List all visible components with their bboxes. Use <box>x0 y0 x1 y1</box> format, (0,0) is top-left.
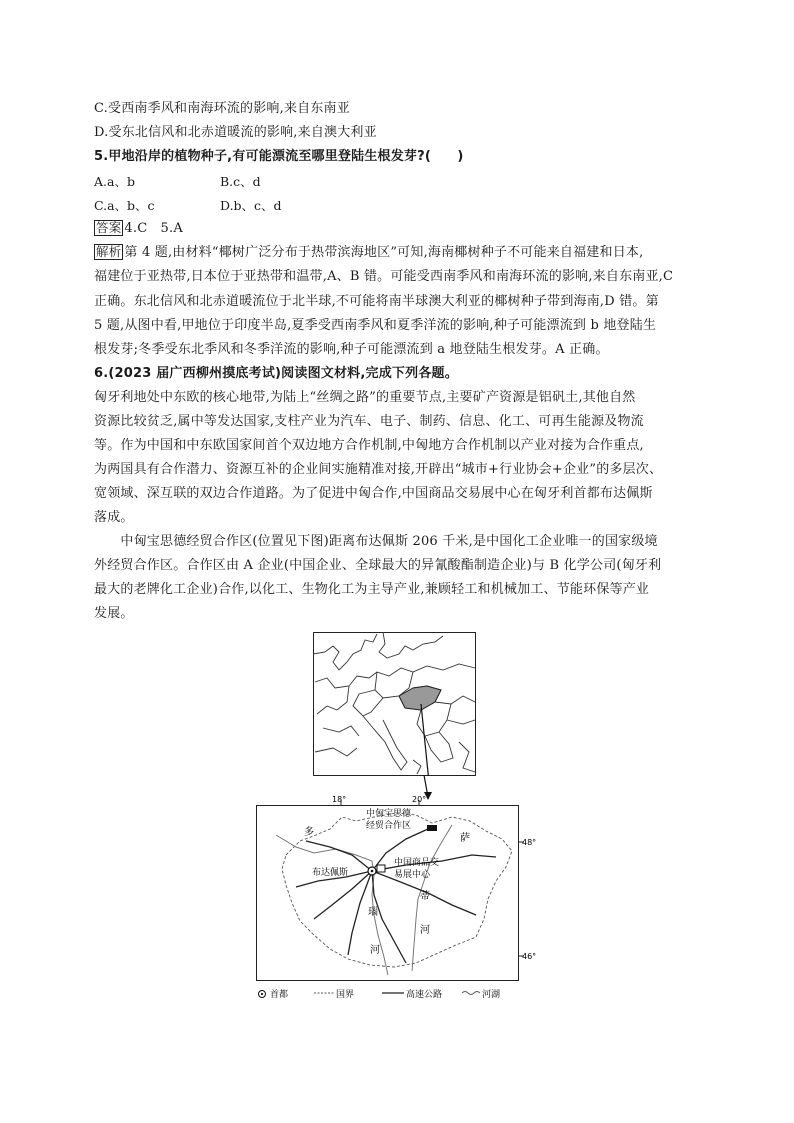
river-label-ti: 蒂 <box>420 891 430 902</box>
q6-para1-line-1: 匈牙利地处中东欧的核心地带,为陆上“丝绸之路”的重要节点,主要矿产资源是铝矾土,其他自然 <box>94 390 636 405</box>
q6-para2-line-3: 最大的老牌化工企业)合作,以化工、生物化工为主导产业,兼顾轻工和机械加工、节能环保等产业 <box>94 582 650 597</box>
q6-para1-line-6: 落成。 <box>94 510 134 525</box>
q6-para1-line-3: 等。作为中国和中东欧国家间首个双边地方合作机制,中匈地方合作机制以产业对接为合作重点, <box>94 438 644 453</box>
q5-option-c: C.a、b、c <box>94 198 155 213</box>
analysis-line-3: 正确。东北信风和北赤道暖流位于北半球,不可能将南半球澳大利亚的椰树种子带到海南,D 错。第 <box>94 294 659 309</box>
answer-text: 4.C 5.A <box>124 221 183 236</box>
city-label-budapest: 布达佩斯 <box>312 868 349 878</box>
legend-river: 河湖 <box>482 990 501 1000</box>
hungary-map <box>256 795 546 1003</box>
answer-line <box>94 220 183 237</box>
center-label-1: 中国商品交 <box>394 858 440 868</box>
q6-para2-line-2: 外经贸合作区。合作区由 A 企业(中国企业、全球最大的异氰酸酯制造企业)与 B 化学公司(匈牙利 <box>94 558 662 573</box>
question-6-stem: 6.(2023 届广西柳州摸底考试)阅读图文材料,完成下列各题。 <box>94 366 458 381</box>
zone-label-1: 中匈宝思德 <box>366 809 412 819</box>
q5-option-a: A.a、b <box>94 174 135 189</box>
zone-label-2: 经贸合作区 <box>366 821 412 831</box>
river-label-he: 河 <box>370 945 380 956</box>
analysis-line-5: 根发芽;冬季受东北季风和冬季洋流的影响,种子可能漂流到 a 地登陆生根发芽。A 正确。 <box>94 342 609 357</box>
analysis-line-1 <box>94 244 643 261</box>
analysis-line-2: 福建位于亚热带,日本位于亚热带和温带,A、B 错。可能受西南季风和南海环流的影响,来自东南亚,C <box>94 269 674 284</box>
legend-capital: 首都 <box>270 990 289 1000</box>
analysis-text-1: 第 4 题,由材料“椰树广泛分布于热带滨海地区”可知,海南椰树种子不可能来自福建和日本, <box>124 245 644 260</box>
q6-para1-line-5: 宽领域、深互联的双边合作道路。为了促进中匈合作,中国商品交易展中心在匈牙利首都布达佩斯 <box>94 486 653 501</box>
legend-border: 国界 <box>336 990 355 1000</box>
lat-label-46: 46° <box>522 952 537 961</box>
q6-para2-line-1: 中匈宝思德经贸合作区(位置见下图)距离布达佩斯 206 千米,是中国化工企业唯一的国家级境 <box>94 534 658 549</box>
option-d-prev: D.受东北信风和北赤道暖流的影响,来自澳大利亚 <box>94 125 377 140</box>
answer-tag: 答案 <box>96 220 122 235</box>
option-c-prev: C.受西南季风和南海环流的影响,来自东南亚 <box>94 101 350 116</box>
legend-highway: 高速公路 <box>406 990 443 1000</box>
q6-para2-line-4: 发展。 <box>94 606 134 621</box>
q6-para1-line-2: 资源比较贫乏,属中等发达国家,支柱产业为汽车、电子、制药、信息、化工、可再生能源及物流 <box>94 414 644 429</box>
lat-label-48: 48° <box>522 838 537 847</box>
q5-option-d: D.b、c、d <box>220 198 282 213</box>
lon-label-18: 18° <box>332 795 347 804</box>
analysis-tag: 解析 <box>96 244 122 259</box>
map-legend <box>259 988 501 1000</box>
river-label-sa: 萨 <box>460 833 470 844</box>
river-label-nao: 瑙 <box>368 907 378 918</box>
europe-locator-map <box>313 632 476 776</box>
question-5-stem: 5.甲地沿岸的植物种子,有可能漂流至哪里登陆生根发芽?( ) <box>94 149 464 164</box>
analysis-line-4: 5 题,从图中看,甲地位于印度半岛,夏季受西南季风和夏季洋流的影响,种子可能漂流到 b 地登陆生 <box>94 318 657 333</box>
q5-option-b: B.c、d <box>220 174 261 189</box>
river-label-he2: 河 <box>420 925 430 936</box>
lon-label-20: 20° <box>412 795 427 804</box>
center-label-2: 易展中心 <box>394 870 431 880</box>
q6-para1-line-4: 为两国具有合作潜力、资源互补的企业间实施精准对接,开辟出“城市+行业协会+企业”的多层次、 <box>94 462 663 477</box>
river-label-duo: 多 <box>304 827 314 838</box>
